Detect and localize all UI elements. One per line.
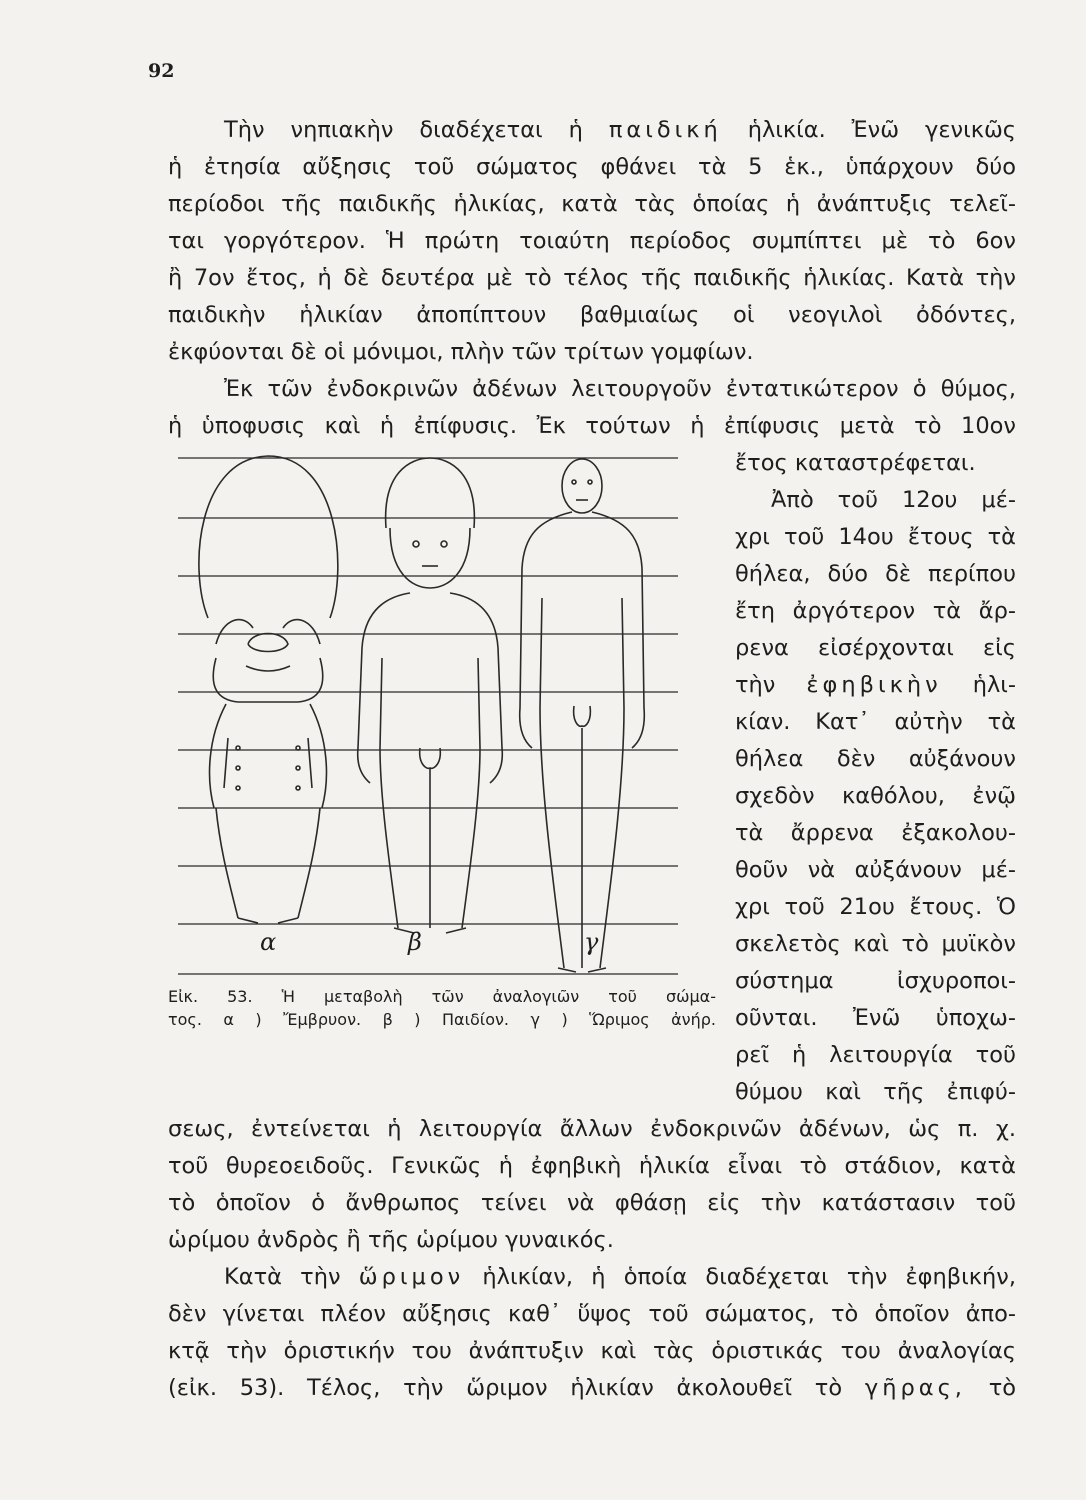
emphasis-word: γῆρας, xyxy=(864,1375,966,1401)
figure-embryo xyxy=(199,456,338,923)
text-line: θύμου καὶ τῆς ἐπιφύ- xyxy=(735,1079,1016,1105)
text-line: χρι τοῦ 21ου ἔτους. Ὁ xyxy=(735,894,1016,920)
text-line: θοῦν νὰ αὐξάνουν μέ- xyxy=(735,857,1016,883)
text-line: δὲν γίνεται πλέον αὔξησις καθ᾽ ὕψος τοῦ σώματος, τὸ ὁποῖον ἀπο- xyxy=(168,1301,1016,1327)
text-line: σύστημα ἰσχυροποι- xyxy=(735,968,1016,994)
figure-caption-line: τος. α ) Ἔμβρυον. β ) Παιδίον. γ ) Ὥριμος ἀνήρ. xyxy=(168,1010,716,1029)
text-line: τὴν ἐφηβικὴν ἡλι- xyxy=(735,672,1017,698)
emphasis-word: παιδική xyxy=(608,117,722,143)
text-line: κίαν. Κατ᾽ αὐτὴν τὰ xyxy=(735,709,1016,735)
text-line: ἡ ἐτησία αὔξησις τοῦ σώματος φθάνει τὰ 5 ἑκ., ὑπάρχουν δύο xyxy=(168,154,1016,180)
page-number: 92 xyxy=(148,60,175,82)
text-line: οῦνται. Ἐνῶ ὑποχω- xyxy=(735,1005,1016,1031)
figure-body-proportions xyxy=(168,448,693,983)
text-line: ἡ ὑποφυσις καὶ ἡ ἐπίφυσις. Ἐκ τούτων ἡ ἐπίφυσις μετὰ τὸ 10ον xyxy=(168,413,1016,439)
text-line: σχεδὸν καθόλου, ἐνῷ xyxy=(735,783,1016,809)
text-line: θήλεα, δύο δὲ περίπου xyxy=(735,561,1016,587)
text-line: ἔτος καταστρέφεται. xyxy=(735,450,976,476)
figure-label-a: α xyxy=(260,928,277,956)
text-line: Τὴν νηπιακὴν διαδέχεται ἡ παιδική ἡλικία. Ἐνῶ γενικῶς xyxy=(224,117,1016,143)
emphasis-word: ἐφηβικὴν xyxy=(806,672,942,698)
proportions-illustration xyxy=(168,448,693,983)
horizontal-guide-lines xyxy=(178,458,678,974)
figure-child xyxy=(358,458,503,933)
text-line: θήλεα δὲν αὐξάνουν xyxy=(735,746,1016,772)
text-line: τὰ ἄρρενα ἐξακολου- xyxy=(735,820,1016,846)
text-line: (εἰκ. 53). Τέλος, τὴν ὥριμον ἡλικίαν ἀκολουθεῖ τὸ γῆρας, τὸ xyxy=(168,1375,1016,1401)
text-line: ἢ 7ον ἔτος, ἡ δὲ δευτέρα μὲ τὸ τέλος τῆς παιδικῆς ἡλικίας. Κατὰ τὴν xyxy=(168,265,1016,291)
text-line: τοῦ θυρεοειδοῦς. Γενικῶς ἡ ἐφηβικὴ ἡλικία εἶναι τὸ στάδιον, κατὰ xyxy=(168,1153,1016,1179)
text-line: περίοδοι τῆς παιδικῆς ἡλικίας, κατὰ τὰς ὁποίας ἡ ἀνάπτυξις τελεῖ- xyxy=(168,191,1016,217)
text-line: Κατὰ τὴν ὥριμον ἡλικίαν, ἡ ὁποία διαδέχεται τὴν ἐφηβικήν, xyxy=(224,1264,1016,1290)
figure-caption-line: Εἰκ. 53. Ἡ μεταβολὴ τῶν ἀναλογιῶν τοῦ σώμα- xyxy=(168,987,716,1006)
text-line: κτᾷ τὴν ὁριστικήν του ἀνάπτυξιν καὶ τὰς ὁριστικάς του ἀναλογίας xyxy=(168,1338,1016,1364)
text-line: ἐκφύονται δὲ οἱ μόνιμοι, πλὴν τῶν τρίτων γομφίων. xyxy=(168,339,754,365)
text-line: σεως, ἐντείνεται ἡ λειτουργία ἄλλων ἐνδοκρινῶν ἀδένων, ὡς π. χ. xyxy=(168,1116,1016,1142)
text-line: σκελετὸς καὶ τὸ μυϊκὸν xyxy=(735,931,1016,957)
figure-label-b: β xyxy=(408,928,422,956)
text-line: ρενα εἰσέρχονται εἰς xyxy=(735,635,1016,661)
text-line: χρι τοῦ 14ου ἔτους τὰ xyxy=(735,524,1016,550)
text-line: ὡρίμου ἀνδρὸς ἢ τῆς ὡρίμου γυναικός. xyxy=(168,1227,614,1253)
text-line: παιδικὴν ἡλικίαν ἀποπίπτουν βαθμιαίως οἱ νεογιλοὶ ὀδόντες, xyxy=(168,302,1016,328)
text-line: τὸ ὁποῖον ὁ ἄνθρωπος τείνει νὰ φθάσῃ εἰς τὴν κατάστασιν τοῦ xyxy=(168,1190,1016,1216)
text-line: Ἐκ τῶν ἐνδοκρινῶν ἀδένων λειτουργοῦν ἐντατικώτερον ὁ θύμος, xyxy=(224,376,1016,402)
figure-label-c: γ xyxy=(584,928,599,956)
text-line: Ἀπὸ τοῦ 12ου μέ- xyxy=(771,487,1016,513)
emphasis-word: ὥριμον xyxy=(358,1264,465,1290)
figure-adult xyxy=(520,459,645,972)
text-line: ται γοργότερον. Ἡ πρώτη τοιαύτη περίοδος συμπίπτει μὲ τὸ 6ον xyxy=(168,228,1016,254)
text-line: ἔτη ἀργότερον τὰ ἄρ- xyxy=(735,598,1016,624)
text-line: ρεῖ ἡ λειτουργία τοῦ xyxy=(735,1042,1016,1068)
